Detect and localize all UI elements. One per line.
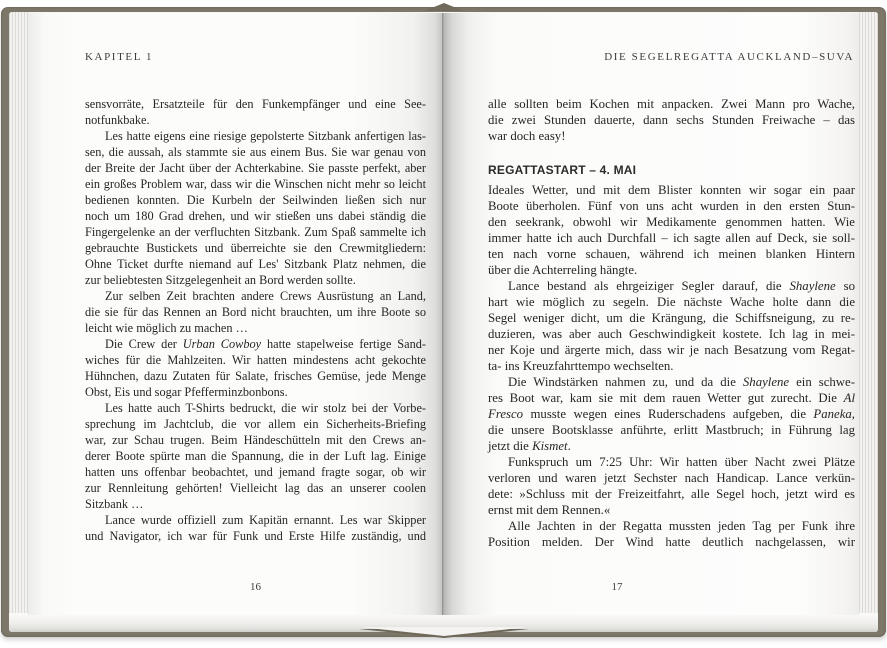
paragraph	[488, 182, 855, 278]
text-line: Ohne Ticket durfte niemand auf Les' Sitzbank Platz nehmen, die	[85, 257, 426, 271]
text-line: ein großes Problem war, dass wir die Winschen nicht mehr so leicht	[85, 177, 426, 191]
text-line: Funkspruch um 7:25 Uhr: Wir hatten über Nacht zwei Plätze	[508, 455, 855, 469]
page-number-left: 16	[250, 581, 261, 593]
spine-bottom-fold	[359, 627, 529, 636]
text-line: war, zur Schau trugen. Beim Händeschütteln mit den Crews an-	[85, 433, 426, 447]
text-line: gebrauchte Bustickets und überreichte sie den Crewmitgliedern:	[85, 241, 426, 255]
paragraph	[85, 288, 426, 336]
text-line: wiches für die Mahlzeiten. Wir hatten mindestens acht gekochte	[85, 353, 426, 367]
text-line: verloren und waren jetzt Sechster nach Handicap. Lance verkün-	[488, 471, 855, 485]
spine-top-fold	[424, 3, 464, 11]
text-line: der Breite der Jacht über der Achterkabine. Sie passte perfekt, aber	[85, 161, 426, 175]
paragraph	[85, 512, 426, 544]
text-line: derer Boote spürte man die Spannung, die in der Luft lag. Einige	[85, 449, 426, 463]
text-line: dete: »Schluss mit der Freizeitfahrt, alle Segel hoch, jetzt wird es	[488, 487, 855, 501]
text-line: ten nach vorne schauen, während ich meinen blanken Hintern	[488, 247, 855, 261]
text-line: hart wie möglich zu segeln. Die nächste Wache holte dann die	[488, 295, 855, 309]
text-line: hatten uns offenbar beobachtet, und jemand fragte sogar, ob wir	[85, 465, 426, 479]
page-body-right	[488, 96, 855, 550]
text-line: res Boot war, kam sie mit dem rauen Wetter gut zurecht. Die Al	[488, 391, 855, 405]
running-head-right: DIE SEGELREGATTA AUCKLAND–SUVA	[604, 51, 854, 63]
text-line: war doch easy!	[488, 129, 566, 143]
text-line: Ideales Wetter, und mit dem Blister konnten wir sogar ein paar	[488, 183, 855, 197]
text-line: Segel weniger dicht, um die Krängung, die Schiffsneigung, zu re-	[488, 311, 855, 325]
text-line: Boote überholen. Fünf von uns acht wurden in den ersten Stun-	[488, 199, 855, 213]
paragraph	[85, 336, 426, 400]
text-line: über die Achterreling hängte.	[488, 263, 638, 277]
text-line: Die Crew der Urban Cowboy hatte stapelweise fertige Sand-	[105, 337, 426, 351]
paragraph	[488, 518, 855, 550]
text-line: ner Koje und ärgerte mich, dass wir je nach Besatzung vom Regat-	[488, 343, 855, 357]
fore-edge-left	[9, 12, 28, 632]
fore-edge-right	[859, 12, 878, 632]
text-line: Die Windstärken nahmen zu, und da die Shaylene ein schwe-	[508, 375, 855, 389]
paragraph	[488, 96, 855, 144]
text-line: immer hatte ich auch Durchfall – ich sagte allen auf Deck, sie soll-	[488, 231, 855, 245]
text-line: Fingergelenke an der verfluchten Sitzbank. Zum Spaß sammelte ich	[85, 225, 426, 239]
text-line: den seekrank, obwohl wir Medikamente genommen hatten. Wie	[488, 215, 855, 229]
text-line: Obst, Eis und sogar Pfefferminzbonbons.	[85, 385, 288, 399]
paragraph	[85, 96, 426, 128]
text-line: zur Rennleitung gehörten! Vielleicht lag das an unserer coolen	[85, 481, 426, 495]
text-line: Les hatte auch T-Shirts bedruckt, die wir stolz bei der Vorbe-	[105, 401, 426, 415]
text-line: Alle Jachten in der Regatta mussten jeden Tag per Funk ihre	[508, 519, 855, 533]
text-line: ernst mit dem Rennen.«	[488, 503, 611, 517]
paragraph	[488, 374, 855, 454]
text-line: sen, die aussah, als stammte sie aus einem Bus. Sie war genau von	[85, 145, 426, 159]
text-line: alle sollten beim Kochen mit anpacken. Zwei Mann pro Wache,	[488, 97, 855, 111]
text-line: Lance bestand als ehrgeiziger Segler darauf, die Shaylene so	[508, 279, 855, 293]
text-line: duzieren, was aber auch Geschwindigkeit kostete. Ich lag in mei-	[488, 327, 855, 341]
running-head-left: KAPITEL 1	[85, 51, 154, 63]
paragraph	[488, 454, 855, 518]
book-gutter	[442, 13, 444, 615]
page-number-right: 17	[611, 581, 623, 593]
text-line: Hühnchen, dazu Zutaten für Salate, frisches Gemüse, jede Menge	[85, 369, 426, 383]
text-line: Sitzbank …	[85, 497, 144, 511]
text-line: die unsere Bootsklasse anführte, erlitt Mastbruch; in Führung lag	[488, 423, 855, 437]
text-line: leicht wie möglich zu machen …	[85, 321, 248, 335]
text-line: zur beliebtesten Sitzgelegenheit an Bord werden sollte.	[85, 273, 356, 287]
paragraph	[488, 278, 855, 374]
text-line: und Navigator, ich war für Funk und Erste Hilfe zuständig, und	[85, 529, 426, 543]
section-subheading: REGATTASTART – 4. MAI	[488, 163, 637, 177]
paragraph	[85, 128, 426, 288]
text-line: sensvorräte, Ersatzteile für den Funkempfänger und eine See-	[85, 97, 426, 111]
text-line: noch um 180 Grad drehen, und wir stießen uns dabei ständig die	[85, 209, 426, 223]
text-line: Zur selben Zeit brachten andere Crews Ausrüstung an Land,	[105, 289, 426, 303]
paragraph	[85, 400, 426, 512]
text-line: sprechung im Jachtclub, die vor allem ein Sicherheits-Briefing	[85, 417, 426, 431]
text-line: jetzt die Kismet.	[488, 439, 571, 453]
text-line: Lance wurde offiziell zum Kapitän ernannt. Les war Skipper	[105, 513, 426, 527]
text-line: die zwei Stunden dauerte, dann sechs Stunden Freiwache – das	[488, 113, 855, 127]
text-line: Fresco musste wegen eines Ruderschadens aufgeben, die Paneka,	[488, 407, 855, 421]
text-line: die sie für das Rennen an Bord nicht brauchten, um ihre Boote so	[85, 305, 426, 319]
page-body-left	[85, 96, 426, 544]
text-line: bedienen konnten. Die Kurbeln der Seilwinden ließen sich nur	[85, 193, 426, 207]
text-line: Les hatte eigens eine riesige gepolsterte Sitzbank anfertigen las-	[105, 129, 426, 143]
text-line: Position melden. Der Wind hatte deutlich nachgelassen, wir	[488, 535, 855, 549]
text-line: ta- ins Kreuzfahrttempo wechselten.	[488, 359, 674, 373]
text-line: notfunkbake.	[85, 113, 150, 127]
